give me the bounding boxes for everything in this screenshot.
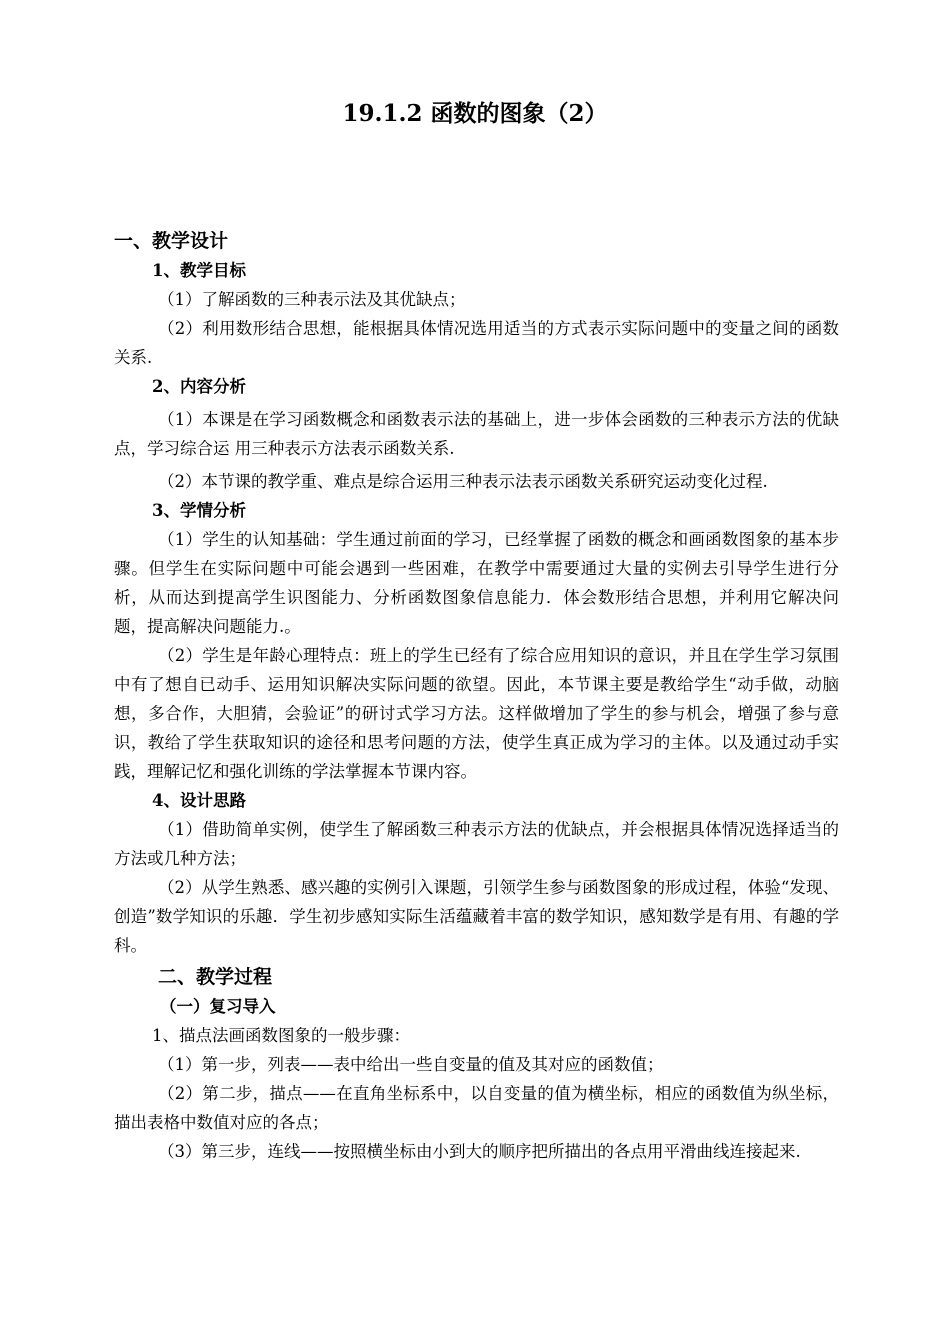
paragraph: （1）学生的认知基础：学生通过前面的学习，已经掌握了函数的概念和画函数图象的基本步骤。但学生在实际问题中可能会遇到一些困难，在教学中需要通过大量的实例去引导学生进行分析，从而达到提高学生识图能力、分析函数图象信息能力．体会数形结合思想，并利用它解决问题，提高解决问题能力.。 [114,530,839,636]
subsection-heading-design-ideas: 4、设计思路 [152,791,246,810]
paragraph: （2）利用数形结合思想，能根据具体情况选用适当的方式表示实际问题中的变量之间的函数关系. [114,319,839,367]
subsection-heading-content-analysis: 2、内容分析 [152,377,246,396]
section-heading-teaching-design: 一、教学设计 [114,230,229,252]
paragraph: （2）本节课的教学重、难点是综合运用三种表示法表示函数关系研究运动变化过程. [158,472,768,491]
paragraph: （1）本课是在学习函数概念和函数表示法的基础上，进一步体会函数的三种表示方法的优缺点，学习综合运 用三种表示方法表示函数关系. [114,410,839,458]
paragraph: （2）学生是年龄心理特点：班上的学生已经有了综合应用知识的意识，并且在学生学习氛围中有了想自已动手、运用知识解决实际问题的欲望。因此，本节课主要是教给学生“动手做，动脑想，多合作，大胆猜，会验证”的研讨式学习方法。这样做增加了学生的参与机会，增强了参与意识，教给了学生获取知识的途径和思考问题的方法，使学生真正成为学习的主体。以及通过动手实践，理解记忆和强化训练的学法掌握本节课内容。 [114,646,839,781]
section-heading-teaching-process: 二、教学过程 [158,966,273,988]
paragraph: （3）第三步，连线——按照横坐标由小到大的顺序把所描出的各点用平滑曲线连接起来. [158,1142,801,1161]
paragraph: 1、描点法画函数图象的一般步骤： [152,1026,410,1045]
paragraph: （2）从学生熟悉、感兴趣的实例引入课题，引领学生参与函数图象的形成过程，体验“发现、创造”数学知识的乐趣．学生初步感知实际生活蕴藏着丰富的数学知识，感知数学是有用、有趣的学科。 [114,878,839,955]
paragraph: （1）了解函数的三种表示法及其优缺点； [158,290,466,309]
subsection-heading-learner-analysis: 3、学情分析 [152,501,246,520]
paragraph: （1）第一步，列表——表中给出一些自变量的值及其对应的函数值； [158,1055,664,1074]
paragraph: （1）借助简单实例，使学生了解函数三种表示方法的优缺点，并会根据具体情况选择适当的方法或几种方法； [114,820,839,868]
subsection-heading-objectives: 1、教学目标 [152,261,246,280]
document-body [114,226,839,1166]
subsection-heading-review: （一）复习导入 [160,997,276,1016]
paragraph: （2）第二步，描点——在直角坐标系中，以自变量的值为横坐标，相应的函数值为纵坐标，描出表格中数值对应的各点； [114,1084,839,1132]
page-title: 19.1.2 函数的图象（2） [342,100,608,127]
